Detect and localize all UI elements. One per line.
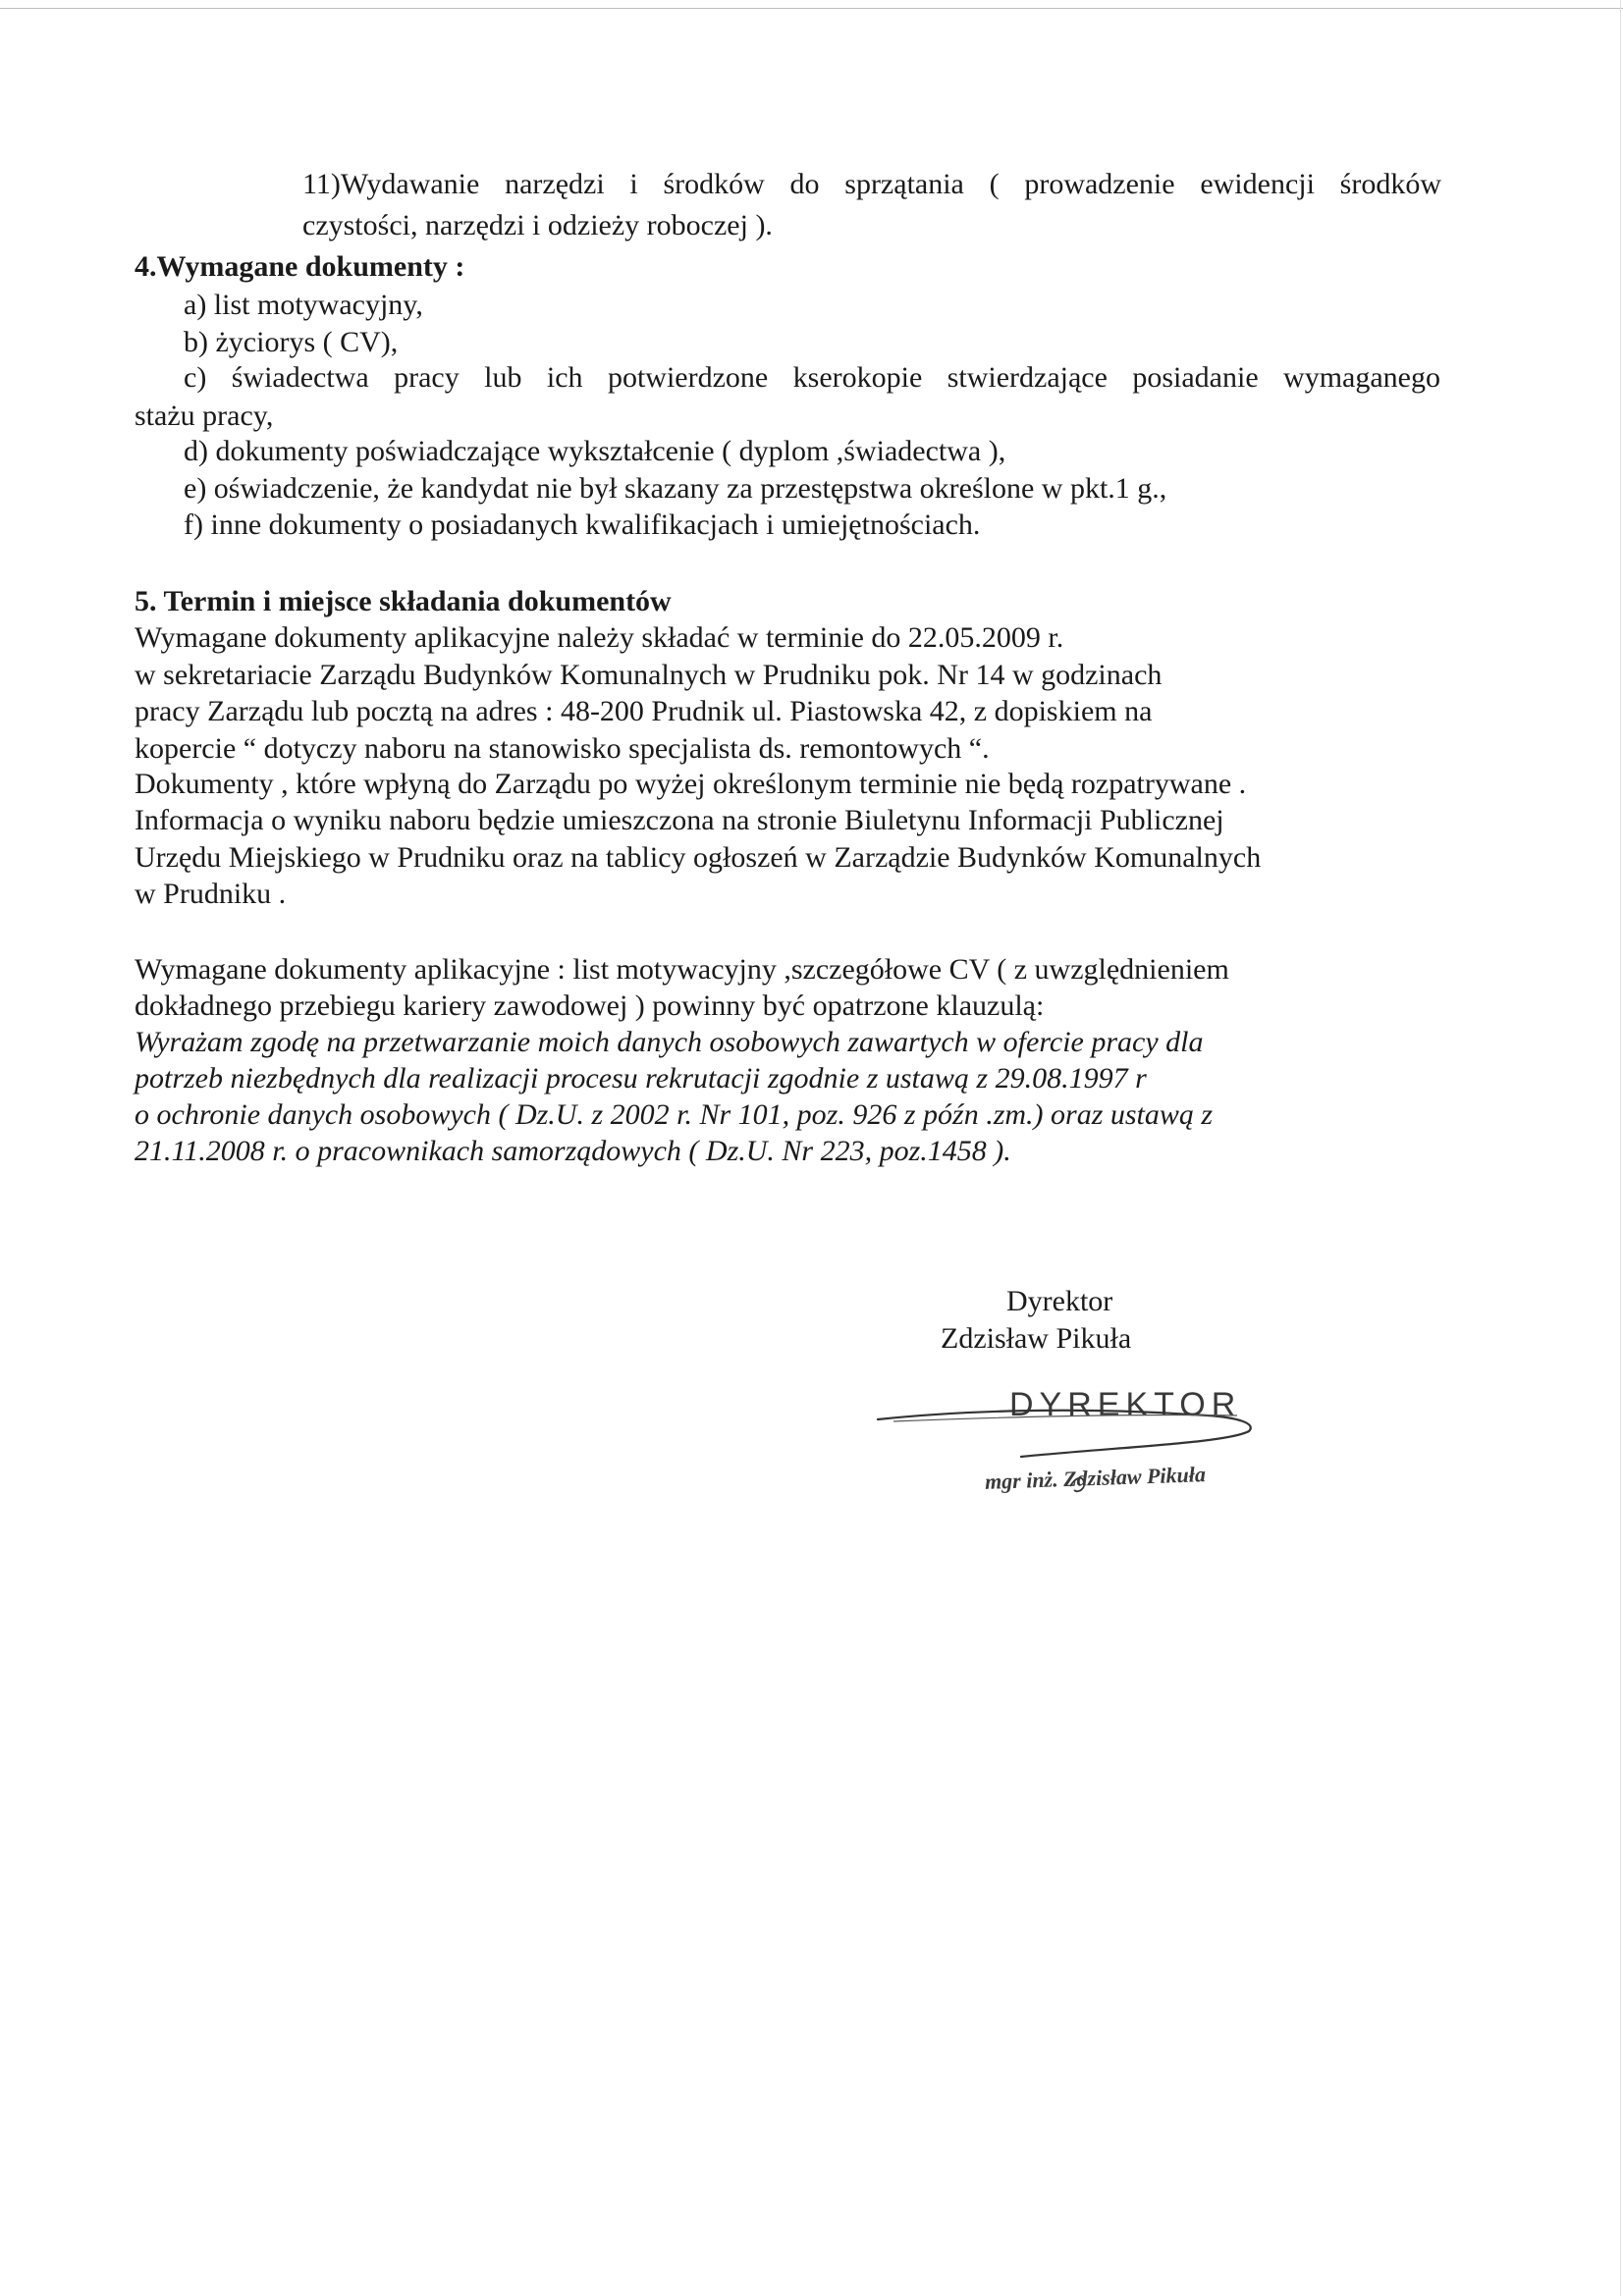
stamp-title: DYREKTOR — [1009, 1386, 1242, 1423]
signatory-title: Dyrektor — [1006, 1285, 1113, 1317]
doc-item-d: d) dokumenty poświadczające wykształcenie ( dyplom ,świadectwa ), — [184, 435, 1006, 467]
right-scan-edge — [1620, 0, 1621, 2296]
section-5-line-8: w Prudniku . — [135, 878, 287, 910]
section-5-line-3: pracy Zarządu lub pocztą na adres : 48-200 Prudnik ul. Piastowska 42, z dopiskiem na — [135, 695, 1153, 727]
section-5-heading: 5. Termin i miejsce składania dokumentów — [135, 585, 672, 617]
consent-clause-line-1: Wyrażam zgodę na przetwarzanie moich danych osobowych zawartych w ofercie pracy dla — [135, 1026, 1204, 1058]
section-5-line-2: w sekretariacie Zarządu Budynków Komunalnych w Prudniku pok. Nr 14 w godzinach — [135, 659, 1163, 691]
doc-item-f: f) inne dokumenty o posiadanych kwalifikacjach i umiejętnościach. — [184, 508, 981, 541]
doc-item-e: e) oświadczenie, że kandydat nie był skazany za przestępstwa określone w pkt.1 g., — [184, 472, 1167, 505]
section-5-line-4: kopercie “ dotyczy naboru na stanowisko specjalista ds. remontowych “. — [135, 732, 990, 765]
section-5-line-6: Informacja o wyniku naboru będzie umieszczona na stronie Biuletynu Informacji Publicznej — [135, 804, 1224, 836]
signatory-name: Zdzisław Pikuła — [941, 1322, 1132, 1355]
consent-clause-line-3: o ochronie danych osobowych ( Dz.U. z 2002 r. Nr 101, poz. 926 z późn .zm.) oraz ustawą z — [135, 1098, 1214, 1131]
top-scan-edge — [0, 8, 1623, 9]
item-11-line-1: 11)Wydawanie narzędzi i środków do sprzątania ( prowadzenie ewidencji środków — [302, 168, 1441, 200]
stamp-name: mgr inż. Zdzisław Pikuła — [984, 1462, 1207, 1494]
section-5-line-5: Dokumenty , które wpłyną do Zarządu po wyżej określonym terminie nie będą rozpatrywane . — [135, 768, 1247, 800]
doc-item-c-continued: stażu pracy, — [135, 400, 274, 432]
consent-clause-line-2: potrzeb niezbędnych dla realizacji procesu rekrutacji zgodnie z ustawą z 29.08.1997 r — [135, 1062, 1147, 1095]
doc-item-b: b) życiorys ( CV), — [184, 326, 399, 358]
doc-item-c: c) świadectwa pracy lub ich potwierdzone kserokopie stwierdzające posiadanie wymaganego — [184, 361, 1440, 394]
section-4-heading: 4.Wymagane dokumenty : — [135, 250, 465, 283]
section-5-line-1: Wymagane dokumenty aplikacyjne należy składać w terminie do 22.05.2009 r. — [135, 621, 1064, 654]
doc-item-a: a) list motywacyjny, — [184, 289, 423, 321]
clause-intro-line-1: Wymagane dokumenty aplikacyjne : list motywacyjny ,szczegółowe CV ( z uwzględnieniem — [135, 953, 1229, 986]
clause-intro-line-2: dokładnego przebiegu kariery zawodowej ) powinny być opatrzone klauzulą: — [135, 989, 1045, 1022]
section-5-line-7: Urzędu Miejskiego w Prudniku oraz na tablicy ogłoszeń w Zarządzie Budynków Komunalnych — [135, 841, 1262, 874]
item-11-line-2: czystości, narzędzi i odzieży roboczej ). — [302, 209, 773, 241]
consent-clause-line-4: 21.11.2008 r. o pracownikach samorządowych ( Dz.U. Nr 223, poz.1458 ). — [135, 1135, 1011, 1167]
